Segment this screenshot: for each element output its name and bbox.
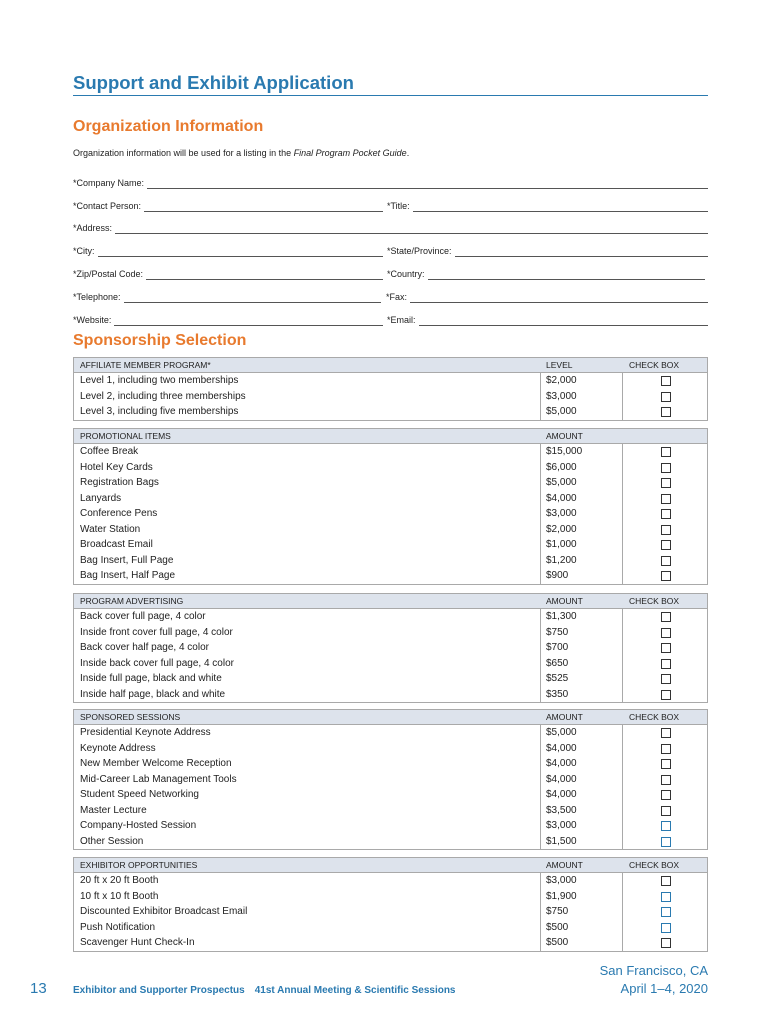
row-amount: $1,300	[546, 611, 577, 622]
row-label: Student Speed Networking	[80, 789, 199, 800]
table-header	[74, 358, 707, 373]
program-advertising-table	[73, 593, 708, 703]
select-checkbox[interactable]	[661, 674, 671, 684]
select-checkbox[interactable]	[661, 659, 671, 669]
page-title: Support and Exhibit Application	[73, 72, 354, 93]
select-checkbox[interactable]	[661, 447, 671, 457]
row-label: Bag Insert, Half Page	[80, 570, 176, 581]
row-label: Registration Bags	[80, 477, 159, 488]
footer-prospectus: Exhibitor and Supporter Prospectus	[73, 985, 245, 996]
row-label: Back cover half page, 4 color	[80, 642, 209, 653]
table-row	[74, 506, 707, 522]
select-checkbox[interactable]	[661, 494, 671, 504]
org-heading: Organization Information	[73, 118, 264, 135]
table-header	[74, 594, 707, 609]
contact-person-label: *Contact Person:	[73, 201, 142, 211]
footer-location	[600, 962, 708, 998]
select-checkbox[interactable]	[661, 643, 671, 653]
table-row	[74, 787, 707, 803]
country-field[interactable]	[387, 266, 705, 280]
header-check-box: CHECK BOX	[629, 360, 680, 370]
sponsored-sessions-table	[73, 709, 708, 850]
form-row-telephone	[73, 289, 708, 303]
footer-city: San Francisco, CA	[599, 963, 708, 978]
table-row	[74, 373, 707, 389]
footer-publication	[73, 985, 456, 996]
header-category: SPONSORED SESSIONS	[80, 712, 181, 722]
table-row	[74, 741, 707, 757]
exhibitor-opportunities-table	[73, 857, 708, 952]
row-label: Keynote Address	[80, 742, 156, 754]
row-label: Inside back cover full page, 4 color	[80, 657, 234, 669]
row-label: Scavenger Hunt Check-In	[80, 937, 195, 948]
select-checkbox[interactable]	[661, 821, 671, 831]
row-label: Hotel Key Cards	[80, 461, 153, 473]
select-checkbox[interactable]	[661, 690, 671, 700]
select-checkbox[interactable]	[661, 837, 671, 847]
affiliate-member-table	[73, 357, 708, 421]
select-checkbox[interactable]	[661, 525, 671, 535]
row-amount: $5,000	[546, 477, 577, 488]
table-row	[74, 656, 707, 672]
row-label: Level 3, including five memberships	[80, 406, 239, 417]
intro-end: .	[406, 148, 410, 158]
address-field[interactable]	[73, 220, 708, 234]
zip-field[interactable]	[73, 266, 383, 280]
header-category: PROGRAM ADVERTISING	[80, 596, 184, 606]
table-row	[74, 756, 707, 772]
select-checkbox[interactable]	[661, 509, 671, 519]
row-label: Back cover full page, 4 color	[80, 611, 206, 622]
fax-label: *Fax:	[386, 292, 408, 302]
row-label: Inside front cover full page, 4 color	[80, 626, 233, 638]
select-checkbox[interactable]	[661, 407, 671, 417]
table-row	[74, 935, 707, 951]
header-check-box: CHECK BOX	[629, 596, 680, 606]
table-header	[74, 858, 707, 873]
row-amount: $1,000	[546, 539, 577, 550]
row-amount: $650	[546, 657, 569, 669]
select-checkbox[interactable]	[661, 376, 671, 386]
row-label: Level 1, including two memberships	[80, 375, 239, 386]
row-amount: $3,000	[546, 390, 577, 402]
table-row	[74, 491, 707, 507]
org-intro	[73, 148, 409, 158]
header-check-box: CHECK BOX	[629, 860, 680, 870]
row-label: Conference Pens	[80, 508, 158, 519]
select-checkbox[interactable]	[661, 392, 671, 402]
title-label: *Title:	[387, 201, 410, 211]
row-amount: $4,000	[546, 758, 577, 769]
header-amount: AMOUNT	[546, 431, 583, 441]
email-label: *Email:	[387, 315, 416, 325]
country-label: *Country:	[387, 269, 425, 279]
select-checkbox[interactable]	[661, 628, 671, 638]
row-amount: $1,500	[546, 835, 577, 847]
table-row	[74, 460, 707, 476]
page-number: 13	[30, 980, 47, 997]
table-row	[74, 904, 707, 920]
table-row	[74, 889, 707, 905]
row-label: Discounted Exhibitor Broadcast Email	[80, 906, 248, 917]
table-row	[74, 444, 707, 460]
row-label: Broadcast Email	[80, 539, 153, 550]
state-label: *State/Province:	[387, 246, 452, 256]
column-divider	[622, 609, 623, 702]
header-check-box: CHECK BOX	[629, 712, 680, 722]
intro-guide-title: Final Program Pocket Guide	[293, 148, 407, 158]
select-checkbox[interactable]	[661, 759, 671, 769]
contact-person-field[interactable]	[73, 198, 383, 212]
footer-dates: April 1–4, 2020	[620, 981, 708, 996]
row-amount: $750	[546, 906, 569, 917]
row-amount: $15,000	[546, 446, 583, 457]
table-row	[74, 803, 707, 819]
form-row-address	[73, 220, 708, 234]
table-row	[74, 522, 707, 538]
row-label: Presidential Keynote Address	[80, 727, 211, 738]
select-checkbox[interactable]	[661, 463, 671, 473]
select-checkbox[interactable]	[661, 775, 671, 785]
table-row	[74, 640, 707, 656]
table-row	[74, 873, 707, 889]
table-row	[74, 772, 707, 788]
city-field[interactable]	[73, 243, 383, 257]
fax-field[interactable]	[386, 289, 708, 303]
row-amount: $1,200	[546, 554, 577, 566]
row-amount: $4,000	[546, 789, 577, 800]
form-row-city	[73, 243, 708, 257]
row-label: Water Station	[80, 523, 141, 535]
select-checkbox[interactable]	[661, 907, 671, 917]
table-row	[74, 553, 707, 569]
table-row	[74, 609, 707, 625]
title-field[interactable]	[387, 198, 708, 212]
header-category: PROMOTIONAL ITEMS	[80, 431, 171, 441]
column-divider	[622, 725, 623, 849]
intro-text: Organization information will be used for a listing in the	[73, 148, 292, 158]
row-amount: $6,000	[546, 461, 577, 473]
row-amount: $3,500	[546, 804, 577, 816]
row-amount: $4,000	[546, 492, 577, 504]
header-category: EXHIBITOR OPPORTUNITIES	[80, 860, 198, 870]
table-row	[74, 920, 707, 936]
table-row	[74, 404, 707, 420]
telephone-field[interactable]	[73, 289, 381, 303]
select-checkbox[interactable]	[661, 744, 671, 754]
row-amount: $1,900	[546, 890, 577, 902]
row-label: Level 2, including three memberships	[80, 390, 246, 402]
row-amount: $3,000	[546, 820, 577, 831]
header-category: AFFILIATE MEMBER PROGRAM*	[80, 360, 211, 370]
email-field[interactable]	[387, 312, 708, 326]
row-label: Inside full page, black and white	[80, 673, 222, 684]
row-amount: $350	[546, 688, 569, 700]
website-label: *Website:	[73, 315, 112, 325]
select-checkbox[interactable]	[661, 540, 671, 550]
table-row	[74, 671, 707, 687]
table-row	[74, 625, 707, 641]
row-label: Company-Hosted Session	[80, 820, 197, 831]
row-amount: $4,000	[546, 742, 577, 754]
row-label: Bag Insert, Full Page	[80, 554, 174, 566]
select-checkbox[interactable]	[661, 612, 671, 622]
header-amount: AMOUNT	[546, 596, 583, 606]
table-row	[74, 537, 707, 553]
row-amount: $5,000	[546, 727, 577, 738]
header-amount: AMOUNT	[546, 860, 583, 870]
form-row-company	[73, 175, 708, 189]
zip-label: *Zip/Postal Code:	[73, 269, 144, 279]
column-divider	[540, 609, 541, 702]
row-amount: $900	[546, 570, 569, 581]
row-label: 20 ft x 20 ft Booth	[80, 875, 159, 886]
header-amount: LEVEL	[546, 360, 573, 370]
form-row-zip	[73, 266, 708, 280]
state-field[interactable]	[387, 243, 708, 257]
row-amount: $5,000	[546, 406, 577, 417]
select-checkbox[interactable]	[661, 571, 671, 581]
column-divider	[622, 444, 623, 584]
row-amount: $2,000	[546, 375, 577, 386]
table-row	[74, 834, 707, 850]
column-divider	[540, 873, 541, 951]
row-label: Other Session	[80, 835, 144, 847]
column-divider	[622, 873, 623, 951]
select-checkbox[interactable]	[661, 478, 671, 488]
footer-meeting: 41st Annual Meeting & Scientific Sessions	[254, 985, 456, 996]
title-divider	[73, 95, 708, 96]
telephone-label: *Telephone:	[73, 292, 121, 302]
column-divider	[540, 444, 541, 584]
table-row	[74, 687, 707, 703]
website-field[interactable]	[73, 312, 383, 326]
header-amount: AMOUNT	[546, 712, 583, 722]
row-label: Push Notification	[80, 921, 156, 933]
row-amount: $3,000	[546, 875, 577, 886]
row-label: Lanyards	[80, 492, 122, 504]
row-amount: $4,000	[546, 773, 577, 785]
row-label: Inside half page, black and white	[80, 688, 226, 700]
row-label: New Member Welcome Reception	[80, 758, 232, 769]
table-row	[74, 568, 707, 584]
column-divider	[622, 373, 623, 420]
column-divider	[540, 373, 541, 420]
select-checkbox[interactable]	[661, 728, 671, 738]
row-amount: $500	[546, 937, 569, 948]
table-row	[74, 725, 707, 741]
select-checkbox[interactable]	[661, 892, 671, 902]
select-checkbox[interactable]	[661, 556, 671, 566]
select-checkbox[interactable]	[661, 806, 671, 816]
company-name-label: *Company Name:	[73, 178, 145, 188]
form-row-website	[73, 312, 708, 326]
table-row	[74, 475, 707, 491]
row-amount: $3,000	[546, 508, 577, 519]
company-name-field[interactable]	[73, 175, 708, 189]
row-label: 10 ft x 10 ft Booth	[80, 890, 159, 902]
row-amount: $700	[546, 642, 569, 653]
select-checkbox[interactable]	[661, 938, 671, 948]
select-checkbox[interactable]	[661, 876, 671, 886]
form-row-contact	[73, 198, 708, 212]
address-label: *Address:	[73, 223, 113, 233]
row-label: Mid-Career Lab Management Tools	[80, 773, 237, 785]
sponsorship-heading: Sponsorship Selection	[73, 332, 247, 349]
select-checkbox[interactable]	[661, 790, 671, 800]
row-amount: $2,000	[546, 523, 577, 535]
table-header	[74, 710, 707, 725]
promotional-items-table	[73, 428, 708, 585]
row-amount: $500	[546, 921, 569, 933]
row-amount: $750	[546, 626, 569, 638]
select-checkbox[interactable]	[661, 923, 671, 933]
row-label: Coffee Break	[80, 446, 139, 457]
column-divider	[540, 725, 541, 849]
row-amount: $525	[546, 673, 569, 684]
row-label: Master Lecture	[80, 804, 147, 816]
table-row	[74, 818, 707, 834]
table-row	[74, 389, 707, 405]
city-label: *City:	[73, 246, 95, 256]
table-header	[74, 429, 707, 444]
